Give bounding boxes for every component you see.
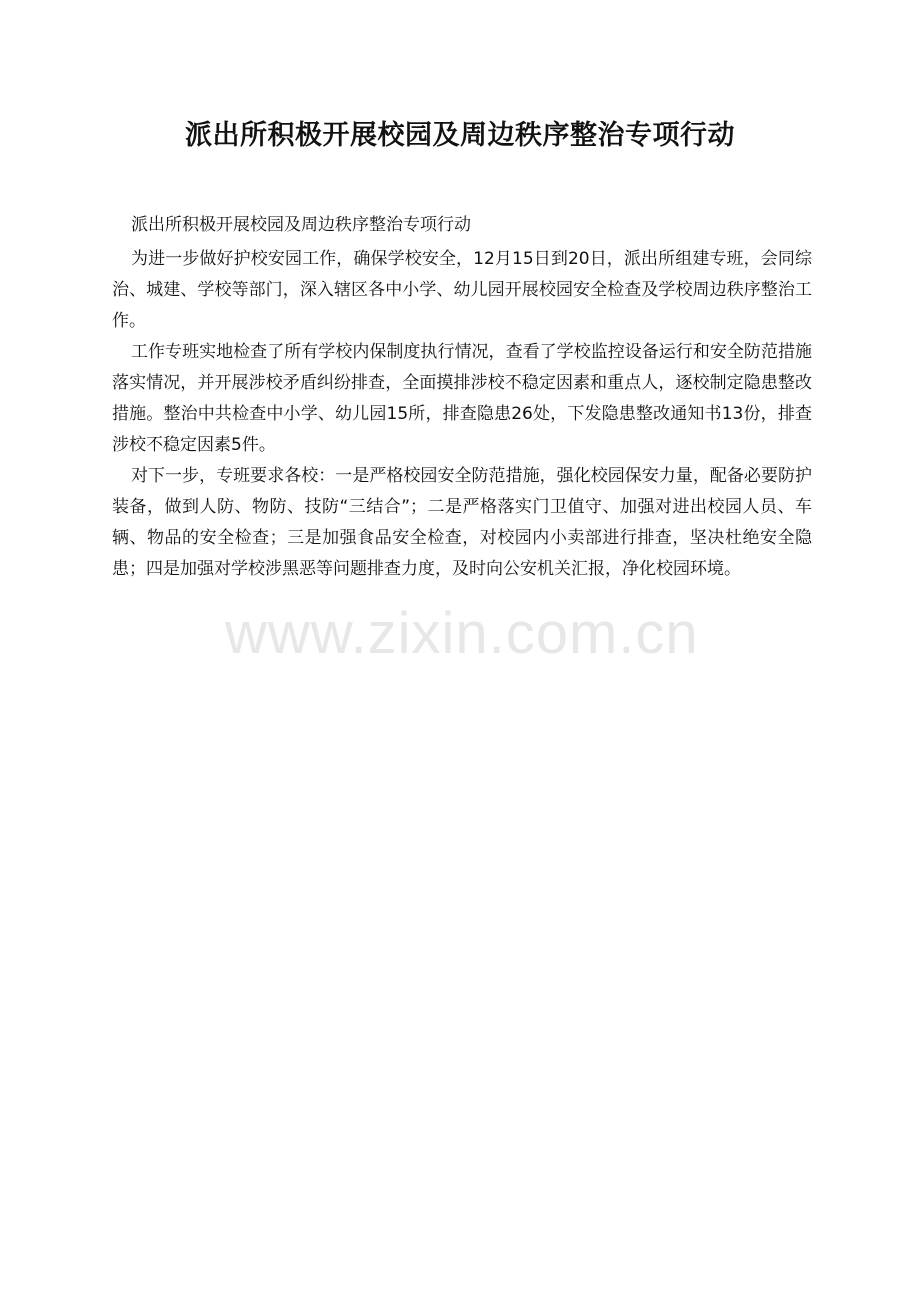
document-body <box>112 210 812 585</box>
paragraph-subtitle: 派出所积极开展校园及周边秩序整治专项行动 <box>131 215 471 235</box>
watermark-text: www.zixin.com.cn <box>225 601 699 666</box>
document-title: 派出所积极开展校园及周边秩序整治专项行动 <box>185 120 735 151</box>
paragraph-inspection: 工作专班实地检查了所有学校内保制度执行情况，查看了学校监控设备运行和安全防范措施落实情况，并开展涉校矛盾纠纷排查，全面摸排涉校不稳定因素和重点人，逐校制定隐患整改措施。整治中共检查中小学、幼儿园15所，排查隐患26处，下发隐患整改通知书13份，排查涉校不稳定因素5件。 <box>112 342 812 455</box>
paragraph-intro: 为进一步做好护校安园工作，确保学校安全，12月15日到20日，派出所组建专班，会同综治、城建、学校等部门，深入辖区各中小学、幼儿园开展校园安全检查及学校周边秩序整治工作。 <box>112 249 812 331</box>
paragraph-next-steps: 对下一步，专班要求各校：一是严格校园安全防范措施，强化校园保安力量，配备必要防护装备，做到人防、物防、技防“三结合”；二是严格落实门卫值守、加强对进出校园人员、车辆、物品的安全检查；三是加强食品安全检查，对校园内小卖部进行排查，坚决杜绝安全隐患；四是加强对学校涉黑恶等问题排查力度，及时向公安机关汇报，净化校园环境。 <box>112 466 812 579</box>
